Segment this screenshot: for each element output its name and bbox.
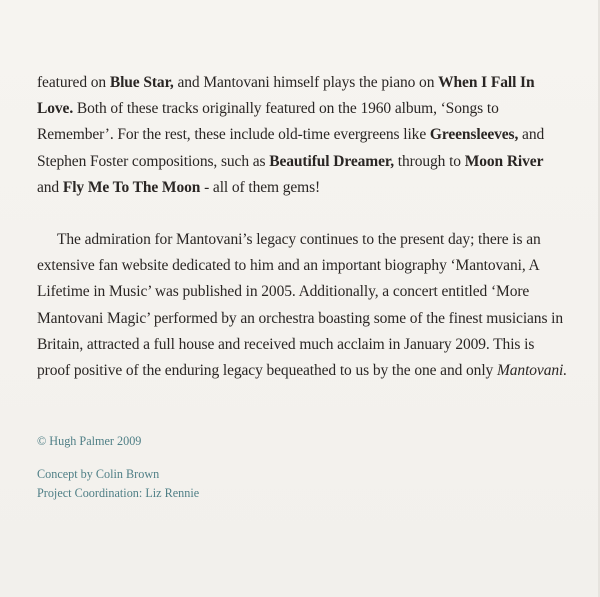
song-fly-me-to-the-moon: Fly Me To The Moon xyxy=(62,178,201,196)
p1-text-7: - all of them gems! xyxy=(200,178,321,196)
paragraph-2 xyxy=(37,227,567,384)
coordination-credit: Project Coordination: Liz Rennie xyxy=(37,485,200,500)
p1-text-2: and Mantovani himself plays the piano on xyxy=(173,74,439,91)
mantovani-italic: Mantovani. xyxy=(496,362,567,380)
production-credits xyxy=(37,465,199,502)
song-greensleeves: Greensleeves, xyxy=(429,126,519,144)
song-moon-river: Moon River xyxy=(464,152,544,170)
concept-credit: Concept by Colin Brown xyxy=(37,467,160,481)
song-blue-star: Blue Star, xyxy=(109,74,174,91)
paragraph-1 xyxy=(37,70,567,201)
p1-text-1: featured on xyxy=(37,74,110,91)
song-beautiful-dreamer: Beautiful Dreamer, xyxy=(269,152,395,170)
song-when-i-fall-in-love: When I Fall In Love. xyxy=(37,74,535,118)
copyright-notice: © Hugh Palmer 2009 xyxy=(37,434,142,448)
p1-text-3: Both of these tracks originally featured on the 1960 album, ‘Songs to Remember’. For the rest, these include old-time evergreens like xyxy=(37,100,499,144)
p1-text-6: and xyxy=(37,178,63,196)
p1-text-4: and Stephen Foster compositions, such as xyxy=(37,126,545,170)
p1-text-5: through to xyxy=(394,152,465,170)
p2-text: The admiration for Mantovani’s legacy continues to the present day; there is an extensive fan website dedicated to him and an important biography ‘Mantovani, A Lifetime in Music’ was published in 2005. Additionally, a concert entitled ‘More Mantovani Magic’ performed by an orchestra boasting some of the finest musicians in Britain, attracted a full house and received much acclaim in January 2009. This is proof positive of the enduring legacy bequeathed to us by the one and only xyxy=(37,231,564,380)
liner-notes xyxy=(37,70,567,384)
